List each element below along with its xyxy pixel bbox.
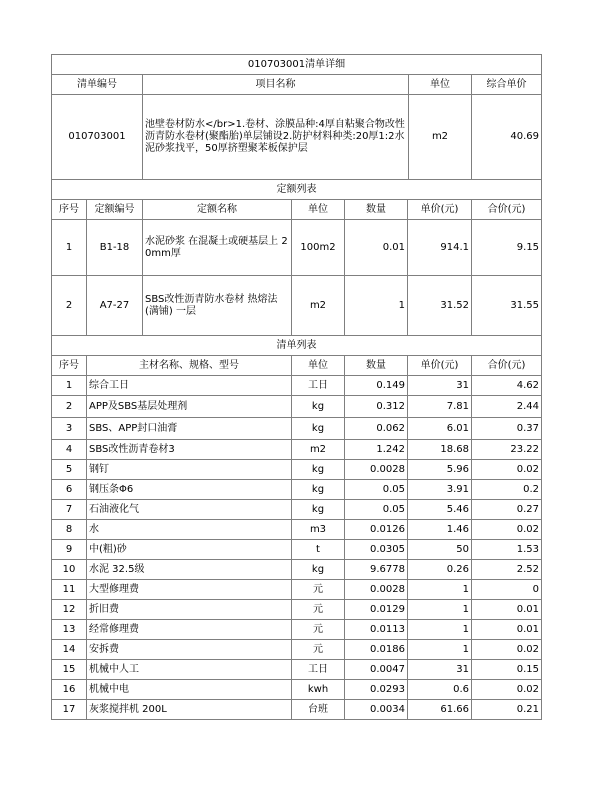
- material-name: SBS改性沥青卷材3: [87, 440, 292, 460]
- quota-section-title: 定额列表: [52, 180, 542, 200]
- material-seq: 12: [52, 600, 87, 620]
- material-seq: 17: [52, 700, 87, 720]
- material-unit: kg: [292, 396, 345, 418]
- material-qty: 0.312: [345, 396, 408, 418]
- material-total: 2.44: [472, 396, 542, 418]
- material-price: 5.96: [408, 460, 472, 480]
- material-total: 0.02: [472, 680, 542, 700]
- material-name: 机械中人工: [87, 660, 292, 680]
- material-name: 钢钉: [87, 460, 292, 480]
- materials-table: [51, 335, 542, 720]
- materials-header-seq: 序号: [52, 356, 87, 376]
- quota-price: 914.1: [408, 220, 472, 276]
- material-price: 1: [408, 640, 472, 660]
- materials-header-unit: 单位: [292, 356, 345, 376]
- material-qty: 0.0113: [345, 620, 408, 640]
- material-qty: 0.0126: [345, 520, 408, 540]
- quota-seq: 2: [52, 276, 87, 336]
- table-row: [52, 700, 542, 720]
- material-unit: 工日: [292, 660, 345, 680]
- material-total: 0.02: [472, 520, 542, 540]
- material-price: 31: [408, 660, 472, 680]
- item-unit: m2: [409, 95, 472, 180]
- quota-total: 9.15: [472, 220, 542, 276]
- material-qty: 0.149: [345, 376, 408, 396]
- material-qty: 9.6778: [345, 560, 408, 580]
- material-price: 1.46: [408, 520, 472, 540]
- material-unit: 元: [292, 620, 345, 640]
- table-row: [52, 418, 542, 440]
- material-price: 3.91: [408, 480, 472, 500]
- material-name: 中(粗)砂: [87, 540, 292, 560]
- table-row: [52, 276, 542, 336]
- material-name: 石油液化气: [87, 500, 292, 520]
- item-price: 40.69: [472, 95, 542, 180]
- material-unit: 元: [292, 640, 345, 660]
- material-name: 灰浆搅拌机 200L: [87, 700, 292, 720]
- material-qty: 0.0129: [345, 600, 408, 620]
- material-seq: 8: [52, 520, 87, 540]
- material-seq: 1: [52, 376, 87, 396]
- material-unit: kg: [292, 560, 345, 580]
- material-unit: kwh: [292, 680, 345, 700]
- material-total: 0.21: [472, 700, 542, 720]
- quota-header-name: 定额名称: [143, 200, 292, 220]
- material-price: 6.01: [408, 418, 472, 440]
- table-row: [52, 600, 542, 620]
- material-price: 0.26: [408, 560, 472, 580]
- table-row: [52, 560, 542, 580]
- table-row: [52, 620, 542, 640]
- table-row: [52, 540, 542, 560]
- material-total: 0.37: [472, 418, 542, 440]
- material-qty: 0.0293: [345, 680, 408, 700]
- quota-header-total: 合价(元): [472, 200, 542, 220]
- quota-code: B1-18: [87, 220, 143, 276]
- material-total: 4.62: [472, 376, 542, 396]
- material-total: 2.52: [472, 560, 542, 580]
- material-price: 18.68: [408, 440, 472, 460]
- material-total: 0.01: [472, 600, 542, 620]
- material-total: 1.53: [472, 540, 542, 560]
- material-name: 机械中电: [87, 680, 292, 700]
- col-header-unit: 单位: [409, 75, 472, 95]
- material-seq: 6: [52, 480, 87, 500]
- materials-section-title: 清单列表: [52, 336, 542, 356]
- material-unit: kg: [292, 460, 345, 480]
- quota-code: A7-27: [87, 276, 143, 336]
- material-name: APP及SBS基层处理剂: [87, 396, 292, 418]
- material-price: 31: [408, 376, 472, 396]
- table-row: [52, 480, 542, 500]
- material-total: 0.01: [472, 620, 542, 640]
- material-seq: 14: [52, 640, 87, 660]
- quota-unit: m2: [292, 276, 345, 336]
- material-unit: kg: [292, 418, 345, 440]
- table-row: [52, 440, 542, 460]
- material-unit: 台班: [292, 700, 345, 720]
- quota-header-seq: 序号: [52, 200, 87, 220]
- material-price: 61.66: [408, 700, 472, 720]
- item-name: 池壁卷材防水</br>1.卷材、涂膜品种:4厚自粘聚合物改性沥青防水卷材(聚酯胎)单层铺设2.防护材料种类:20厚1:2水泥砂浆找平，50厚挤塑聚苯板保护层: [143, 95, 409, 180]
- col-header-code: 清单编号: [52, 75, 143, 95]
- material-unit: m2: [292, 440, 345, 460]
- material-seq: 11: [52, 580, 87, 600]
- material-name: SBS、APP封口油膏: [87, 418, 292, 440]
- materials-header-price: 单价(元): [408, 356, 472, 376]
- material-qty: 0.0047: [345, 660, 408, 680]
- material-seq: 13: [52, 620, 87, 640]
- material-total: 23.22: [472, 440, 542, 460]
- material-seq: 16: [52, 680, 87, 700]
- material-name: 水泥 32.5级: [87, 560, 292, 580]
- table-row: [52, 460, 542, 480]
- material-qty: 1.242: [345, 440, 408, 460]
- material-price: 0.6: [408, 680, 472, 700]
- table-row: [52, 640, 542, 660]
- material-name: 折旧费: [87, 600, 292, 620]
- material-seq: 2: [52, 396, 87, 418]
- material-unit: 元: [292, 580, 345, 600]
- table-row: [52, 376, 542, 396]
- material-seq: 9: [52, 540, 87, 560]
- material-qty: 0.0305: [345, 540, 408, 560]
- quota-header-code: 定额编号: [87, 200, 143, 220]
- table-row: [52, 500, 542, 520]
- materials-header-qty: 数量: [345, 356, 408, 376]
- quota-unit: 100m2: [292, 220, 345, 276]
- material-seq: 3: [52, 418, 87, 440]
- material-price: 1: [408, 580, 472, 600]
- material-unit: 元: [292, 600, 345, 620]
- materials-header-name: 主材名称、规格、型号: [87, 356, 292, 376]
- quota-total: 31.55: [472, 276, 542, 336]
- material-seq: 10: [52, 560, 87, 580]
- material-unit: kg: [292, 480, 345, 500]
- material-name: 大型修理费: [87, 580, 292, 600]
- material-price: 1: [408, 620, 472, 640]
- material-unit: kg: [292, 500, 345, 520]
- material-qty: 0.0186: [345, 640, 408, 660]
- material-name: 水: [87, 520, 292, 540]
- material-total: 0.15: [472, 660, 542, 680]
- materials-header-total: 合价(元): [472, 356, 542, 376]
- item-code: 010703001: [52, 95, 143, 180]
- col-header-price: 综合单价: [472, 75, 542, 95]
- quota-header-price: 单价(元): [408, 200, 472, 220]
- material-seq: 4: [52, 440, 87, 460]
- material-qty: 0.0028: [345, 460, 408, 480]
- material-unit: 工日: [292, 376, 345, 396]
- quota-qty: 1: [345, 276, 408, 336]
- table-row: [52, 396, 542, 418]
- material-name: 钢压条Φ6: [87, 480, 292, 500]
- material-total: 0: [472, 580, 542, 600]
- quota-name: 水泥砂浆 在混凝土或硬基层上 20mm厚: [143, 220, 292, 276]
- quota-seq: 1: [52, 220, 87, 276]
- table-row: [52, 520, 542, 540]
- quota-name: SBS改性沥青防水卷材 热熔法(满铺) 一层: [143, 276, 292, 336]
- table-row: [52, 660, 542, 680]
- table-row: [52, 680, 542, 700]
- quota-price: 31.52: [408, 276, 472, 336]
- material-seq: 7: [52, 500, 87, 520]
- material-qty: 0.05: [345, 480, 408, 500]
- col-header-name: 项目名称: [143, 75, 409, 95]
- material-total: 0.02: [472, 460, 542, 480]
- material-seq: 5: [52, 460, 87, 480]
- table-row: [52, 220, 542, 276]
- material-seq: 15: [52, 660, 87, 680]
- material-qty: 0.062: [345, 418, 408, 440]
- quota-qty: 0.01: [345, 220, 408, 276]
- bill-item-table: [51, 54, 542, 180]
- material-name: 综合工日: [87, 376, 292, 396]
- material-price: 5.46: [408, 500, 472, 520]
- page-title: 010703001清单详细: [52, 55, 542, 75]
- material-qty: 0.0034: [345, 700, 408, 720]
- quota-header-unit: 单位: [292, 200, 345, 220]
- material-total: 0.27: [472, 500, 542, 520]
- material-unit: m3: [292, 520, 345, 540]
- material-total: 0.2: [472, 480, 542, 500]
- table-row: [52, 580, 542, 600]
- material-name: 安拆费: [87, 640, 292, 660]
- material-qty: 0.05: [345, 500, 408, 520]
- material-qty: 0.0028: [345, 580, 408, 600]
- material-name: 经常修理费: [87, 620, 292, 640]
- material-total: 0.02: [472, 640, 542, 660]
- material-price: 50: [408, 540, 472, 560]
- quota-header-qty: 数量: [345, 200, 408, 220]
- material-unit: t: [292, 540, 345, 560]
- material-price: 1: [408, 600, 472, 620]
- quota-table: [51, 179, 542, 336]
- material-price: 7.81: [408, 396, 472, 418]
